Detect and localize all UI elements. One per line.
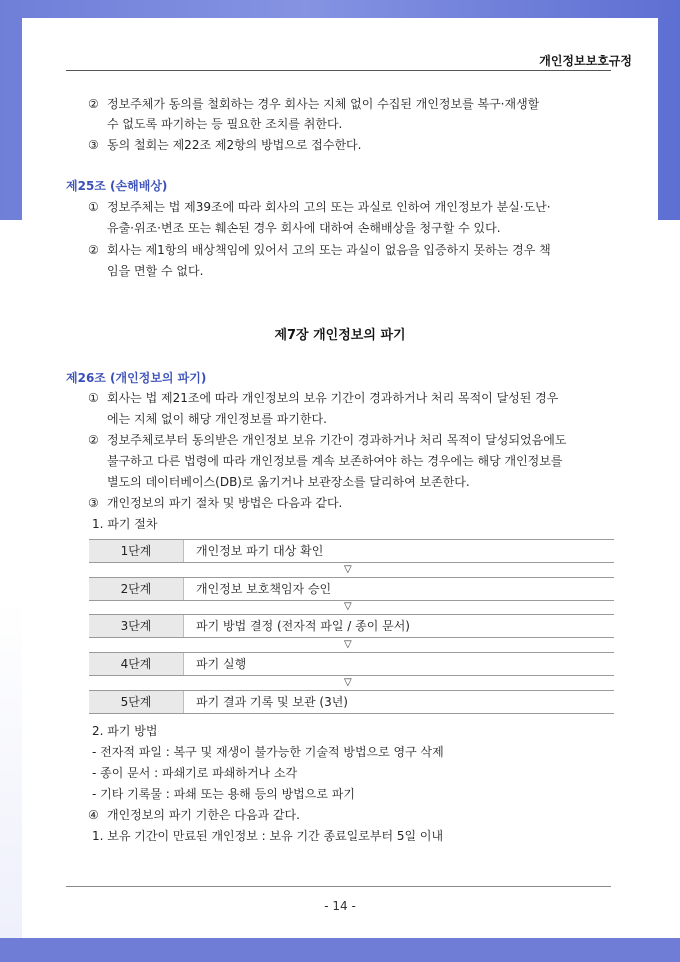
list-item-line: 정보주체가 동의를 철회하는 경우 회사는 지체 없이 수집된 개인정보를 복구·재생할: [107, 97, 540, 111]
list-item-num: ②: [88, 433, 99, 447]
list-item-line: 임을 면할 수 없다.: [107, 264, 204, 278]
list-item-num: ③: [88, 496, 99, 510]
list-item-line: 에는 지체 없이 해당 개인정보를 파기한다.: [107, 412, 327, 426]
step-description: 파기 실행: [196, 657, 247, 671]
step-row: [89, 652, 614, 676]
list-item-text: [107, 96, 612, 112]
list-item-line: 정보주체는 법 제39조에 따라 회사의 고의 또는 과실로 인하여 개인정보가 분실·도난·: [107, 200, 551, 214]
list-item-line: 수 없도록 파기하는 등 필요한 조치를 취한다.: [107, 117, 343, 131]
list-item-num: ②: [88, 243, 99, 257]
footer-rule: [66, 886, 611, 887]
method-item: - 기타 기록물 : 파쇄 또는 용해 등의 방법으로 파기: [92, 787, 355, 801]
list-item-line: 별도의 데이터베이스(DB)로 옮기거나 보관장소를 달리하여 보존한다.: [107, 475, 470, 489]
down-arrow-icon: ▽: [344, 639, 352, 650]
document-header-title: 개인정보보호규정: [539, 54, 632, 68]
chapter-title: 제7장 개인정보의 파기: [274, 328, 406, 343]
list-item-num: ②: [88, 97, 99, 111]
step-row: [89, 577, 614, 601]
list-item-num: ③: [88, 138, 99, 152]
header-rule: [66, 70, 611, 71]
step-stage: 3단계: [89, 615, 184, 637]
down-arrow-icon: ▽: [344, 677, 352, 688]
list-item-num: ①: [88, 200, 99, 214]
step-row: [89, 539, 614, 563]
step-stage: 5단계: [89, 691, 184, 713]
list-item-num: ④: [88, 808, 99, 822]
list-item-num: ①: [88, 391, 99, 405]
list-item-line: 회사는 법 제21조에 따라 개인정보의 보유 기간이 경과하거나 처리 목적이 달성된 경우: [107, 391, 559, 405]
method-item: - 종이 문서 : 파쇄기로 파쇄하거나 소각: [92, 766, 298, 780]
list-item-line: 유출·위조·변조 또는 훼손된 경우 회사에 대하여 손해배상을 청구할 수 있다.: [107, 221, 501, 235]
list-item-line: 동의 철회는 제22조 제2항의 방법으로 접수한다.: [107, 138, 362, 152]
list-item-line: 불구하고 다른 법령에 따라 개인정보를 계속 보존하여야 하는 경우에는 해당 개인정보를: [107, 454, 563, 468]
page-number: - 14 -: [324, 899, 356, 913]
step-description: 개인정보 보호책임자 승인: [196, 582, 332, 596]
subsection-title: 1. 파기 절차: [92, 517, 158, 531]
step-row: [89, 690, 614, 714]
step-description: 파기 결과 기록 및 보관 (3년): [196, 695, 348, 709]
list-item-line: 개인정보의 파기 기한은 다음과 같다.: [107, 808, 300, 822]
down-arrow-icon: ▽: [344, 601, 352, 612]
method-item: - 전자적 파일 : 복구 및 재생이 불가능한 기술적 방법으로 영구 삭제: [92, 745, 444, 759]
step-stage: 1단계: [89, 540, 184, 562]
background-side-left: [0, 600, 22, 938]
article-25-title: 제25조 (손해배상): [66, 179, 168, 193]
step-row: [89, 614, 614, 638]
background-band-bottom: [0, 938, 680, 962]
list-item-line: 개인정보의 파기 절차 및 방법은 다음과 같다.: [107, 496, 343, 510]
subsection-title: 2. 파기 방법: [92, 724, 158, 738]
article-26-title: 제26조 (개인정보의 파기): [66, 371, 207, 385]
step-stage: 2단계: [89, 578, 184, 600]
step-description: 파기 방법 결정 (전자적 파일 / 종이 문서): [196, 619, 410, 633]
step-description: 개인정보 파기 대상 확인: [196, 544, 324, 558]
list-item-line: 정보주체로부터 동의받은 개인정보 보유 기간이 경과하거나 처리 목적이 달성되었음에도: [107, 433, 567, 447]
down-arrow-icon: ▽: [344, 564, 352, 575]
deadline-item: 1. 보유 기간이 만료된 개인정보 : 보유 기간 종료일로부터 5일 이내: [92, 829, 444, 843]
step-stage: 4단계: [89, 653, 184, 675]
list-item-line: 회사는 제1항의 배상책임에 있어서 고의 또는 과실이 없음을 입증하지 못하는 경우 책: [107, 243, 551, 257]
